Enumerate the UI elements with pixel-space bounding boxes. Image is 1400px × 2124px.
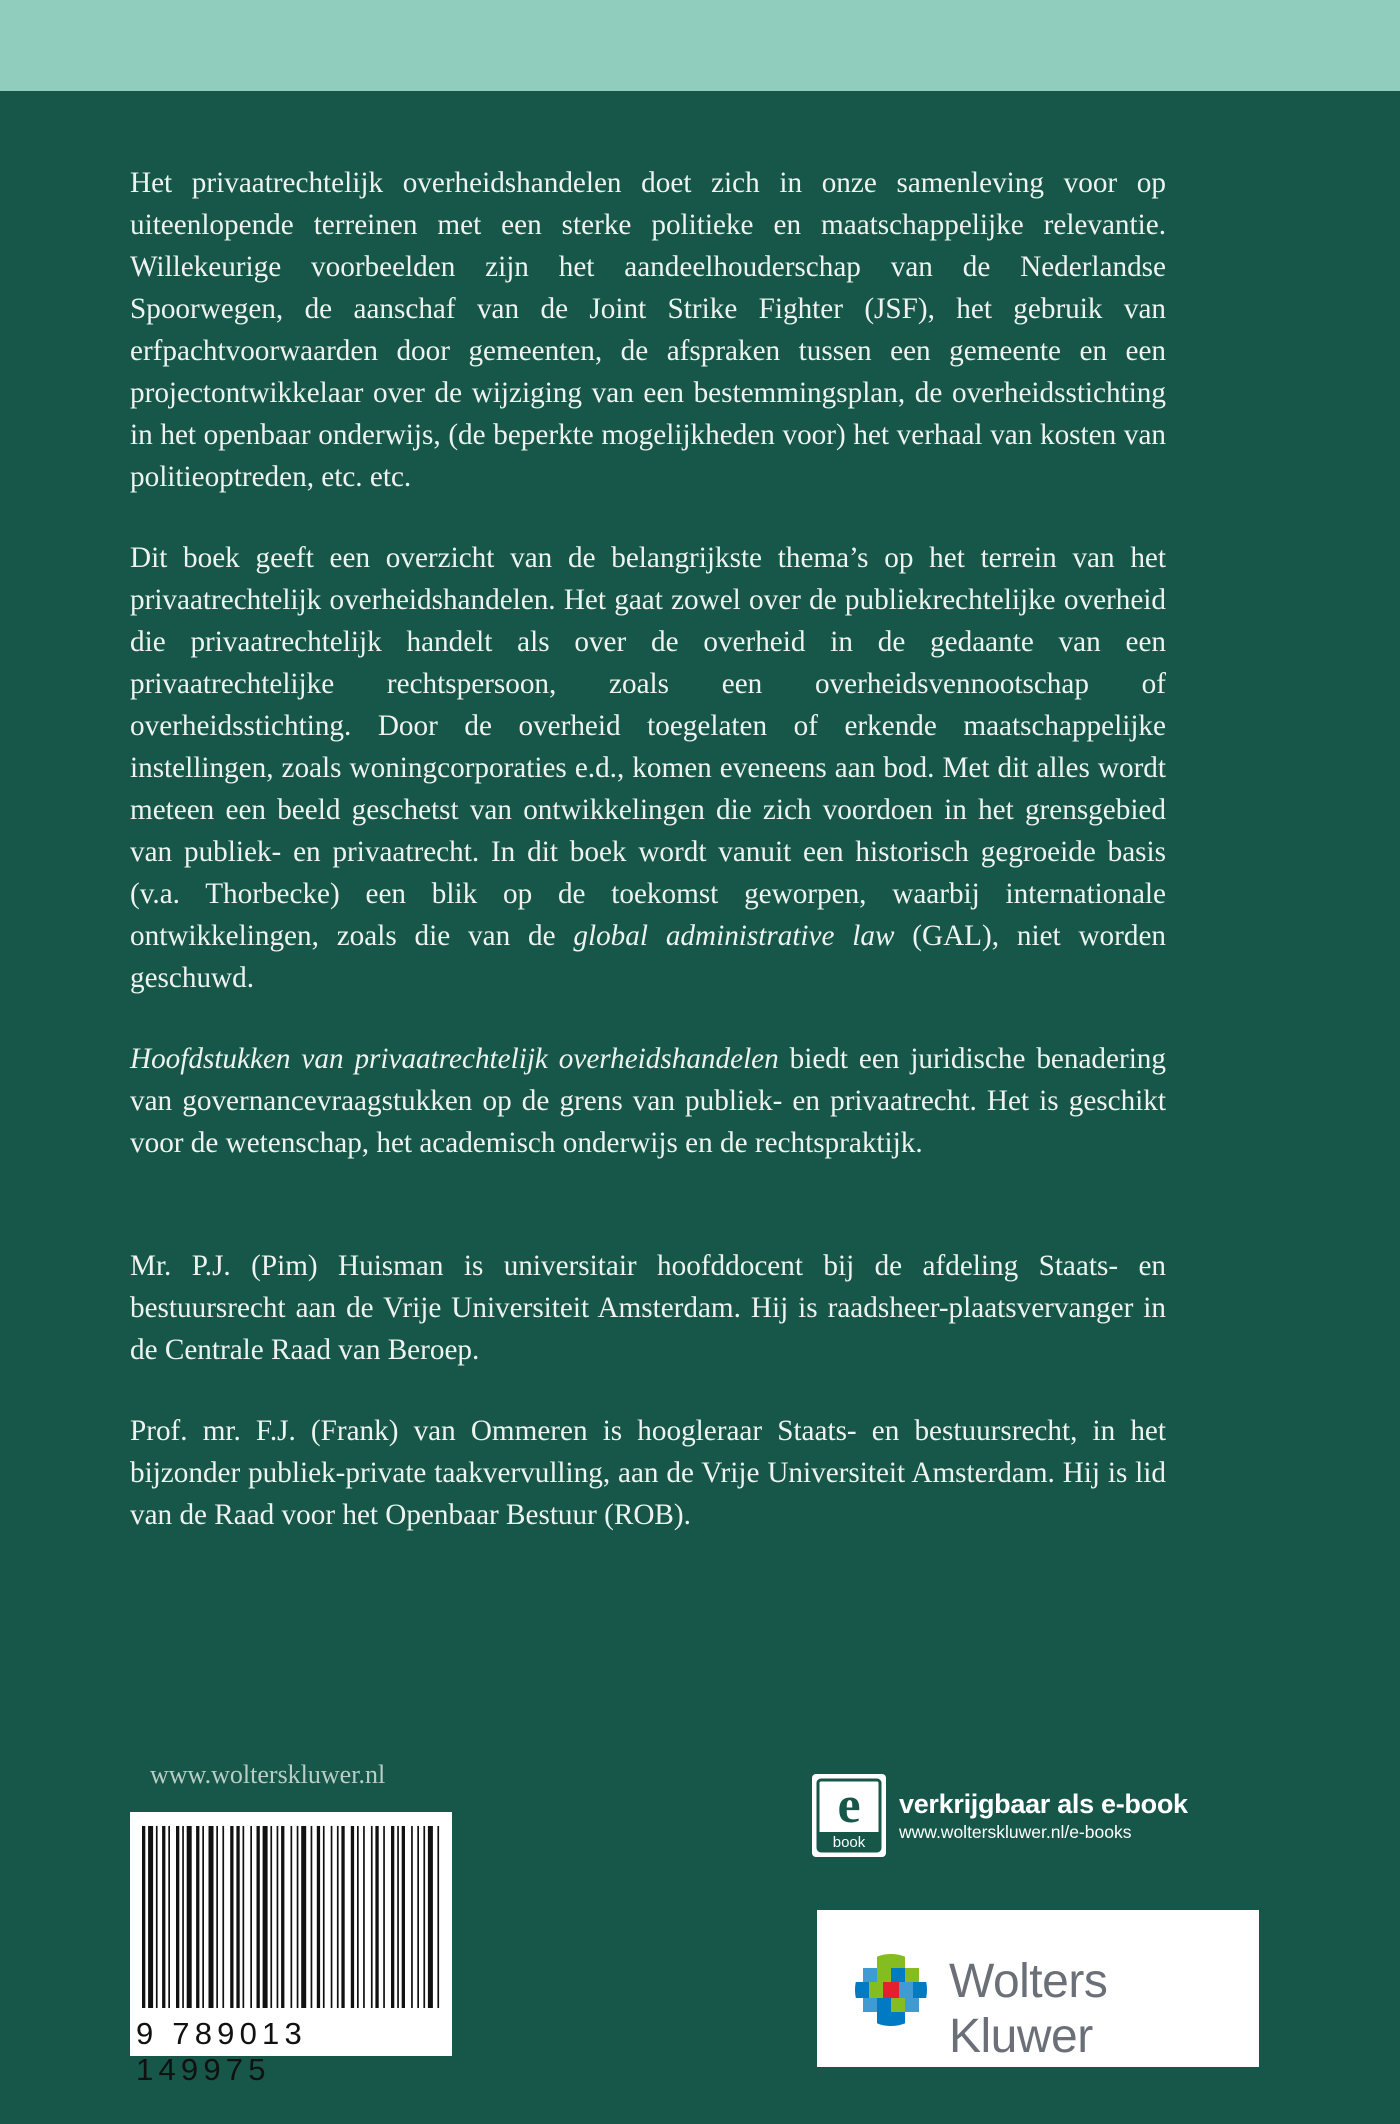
barcode-bar bbox=[216, 1826, 218, 2008]
barcode-bar bbox=[383, 1826, 385, 2008]
barcode-bar bbox=[236, 1826, 239, 2008]
ebook-icon-sub: book bbox=[832, 1834, 866, 1851]
barcode-bar bbox=[317, 1826, 320, 2008]
isbn-barcode bbox=[130, 1812, 452, 2087]
isbn-digits: 9 789013 149975 bbox=[136, 2016, 307, 2087]
barcode-bar bbox=[202, 1826, 204, 2008]
author-bio-huisman: Mr. P.J. (Pim) Huisman is universitair hoofddocent bij de afdeling Staats- en bestuursrecht aan de Vrije Universiteit Amsterdam. Hij is raadsheer-plaatsvervanger in de Centrale Raad van Beroep. bbox=[130, 1250, 1166, 1366]
barcode-bar bbox=[263, 1826, 268, 2008]
barcode-bar bbox=[371, 1826, 373, 2008]
barcode-bar bbox=[297, 1826, 299, 2008]
barcode-bar bbox=[301, 1826, 306, 2008]
barcode-bar bbox=[351, 1826, 354, 2008]
ebook-notice bbox=[899, 1788, 1188, 1844]
ebook-icon bbox=[812, 1774, 886, 1857]
wolters-kluwer-logo-icon bbox=[851, 1950, 931, 2030]
barcode-bar bbox=[397, 1826, 399, 2008]
barcode-bar bbox=[311, 1826, 313, 2008]
publisher-name: Wolters Kluwer bbox=[949, 1955, 1108, 2063]
barcode-bar bbox=[391, 1826, 394, 2008]
blurb-italic-term: global administrative law bbox=[573, 920, 895, 952]
barcode-bar bbox=[230, 1826, 233, 2008]
barcode-bar bbox=[222, 1826, 224, 2008]
ebook-icon-letter: e bbox=[837, 1777, 861, 1834]
book-title-italic: Hoofdstukken van privaatrechtelijk overheidshandelen bbox=[130, 1043, 779, 1075]
barcode-bar bbox=[341, 1826, 344, 2008]
barcode-bar bbox=[196, 1826, 199, 2008]
barcode-bar bbox=[402, 1826, 405, 2008]
publisher-website: www.wolterskluwer.nl bbox=[150, 1760, 386, 1789]
barcode-bar bbox=[428, 1826, 433, 2008]
barcode-bar bbox=[291, 1826, 293, 2008]
blurb-paragraph-3 bbox=[130, 1038, 1166, 1164]
barcode-bar bbox=[281, 1826, 284, 2008]
author-bio-van-ommeren: Prof. mr. F.J. (Frank) van Ommeren is hoogleraar Staats- en bestuursrecht, in het bijzonder publiek-private taakvervulling, aan de Vrije Universiteit Amsterdam. Hij is lid van de Raad voor het Openbaar Bestuur (ROB). bbox=[130, 1415, 1166, 1531]
barcode-bar bbox=[243, 1826, 245, 2008]
barcode-bar bbox=[277, 1826, 279, 2008]
barcode-bar bbox=[168, 1826, 170, 2008]
back-cover-text bbox=[130, 162, 1166, 1536]
top-color-band bbox=[0, 0, 1400, 91]
barcode-bar bbox=[156, 1826, 158, 2008]
barcode-bar bbox=[176, 1826, 179, 2008]
barcode-bar bbox=[363, 1826, 365, 2008]
blurb-paragraph-2 bbox=[130, 537, 1166, 999]
barcode-bar bbox=[270, 1826, 272, 2008]
blurb-paragraph-1: Het privaatrechtelijk overheidshandelen doet zich in onze samenleving voor op uiteenlopende terreinen met een sterke politieke en maatschappelijke relevantie. Willekeurige voorbeelden zijn het aandeelhouderschap van de Nederlandse Spoorwegen, de aanschaf van de Joint Strike Fighter (JSF), het gebruik van erfpachtvoorwaarden door gemeenten, de afspraken tussen een gemeente en een projectontwikkelaar over de wijziging van een bestemmingsplan, de overheidsstichting in het openbaar onderwijs, (de beperkte mogelijkheden voor) het verhaal van kosten van politieoptreden, etc. etc. bbox=[130, 167, 1166, 493]
barcode-bar bbox=[148, 1826, 153, 2008]
barcode-bar bbox=[375, 1826, 378, 2008]
barcode-bar bbox=[337, 1826, 339, 2008]
ebook-title: verkrijgbaar als e-book bbox=[899, 1789, 1188, 1819]
barcode-bar bbox=[331, 1826, 333, 2008]
barcode-bar bbox=[417, 1826, 419, 2008]
barcode-bar bbox=[357, 1826, 359, 2008]
blurb-paragraph-3-text: biedt een juridische benadering van governancevraagstukken op de grens van publiek- en privaatrecht. Het is geschikt voor de wetenschap, het academisch onderwijs en de rechtspraktijk. bbox=[130, 1043, 1166, 1159]
ebook-url: www.wolterskluwer.nl/e-books bbox=[899, 1822, 1132, 1842]
barcode-bar bbox=[423, 1826, 425, 2008]
barcode-bar bbox=[187, 1826, 192, 2008]
barcode-bar bbox=[182, 1826, 184, 2008]
publisher-logo-box bbox=[817, 1910, 1259, 2067]
blurb-paragraph-2-text: Dit boek geeft een overzicht van de belangrijkste thema’s op het terrein van het privaatrechtelijk overheidshandelen. Het gaat zowel over de publiekrechtelijke overheid die privaatrechtelijk handelt als over de overheid in de gedaante van een privaatrechtelijke rechtspersoon, zoals een overheidsvennootschap of overheidsstichting. Door de overheid toegelaten of erkende maatschappelijke instellingen, zoals woningcorporaties e.d., komen eveneens aan bod. Met dit alles wordt meteen een beeld geschetst van ontwikkelingen die zich voordoen in het grensgebied van publiek- en privaatrecht. In dit boek wordt vanuit een historisch gegroeide basis (v.a. Thorbecke) een blik op de toekomst geworpen, waarbij internationale ontwikkelingen, zoals die van de bbox=[130, 542, 1166, 952]
barcode-bar bbox=[162, 1826, 165, 2008]
barcode-bar bbox=[323, 1826, 325, 2008]
barcode-bar bbox=[209, 1826, 214, 2008]
blurb-paragraph-2-end: (GAL), niet worden geschuwd. bbox=[130, 920, 1167, 994]
barcode-bar bbox=[411, 1826, 413, 2008]
barcode-bar bbox=[142, 1826, 145, 2008]
barcode-bar bbox=[437, 1826, 439, 2008]
barcode-bar bbox=[250, 1826, 252, 2008]
barcode-bar bbox=[257, 1826, 260, 2008]
